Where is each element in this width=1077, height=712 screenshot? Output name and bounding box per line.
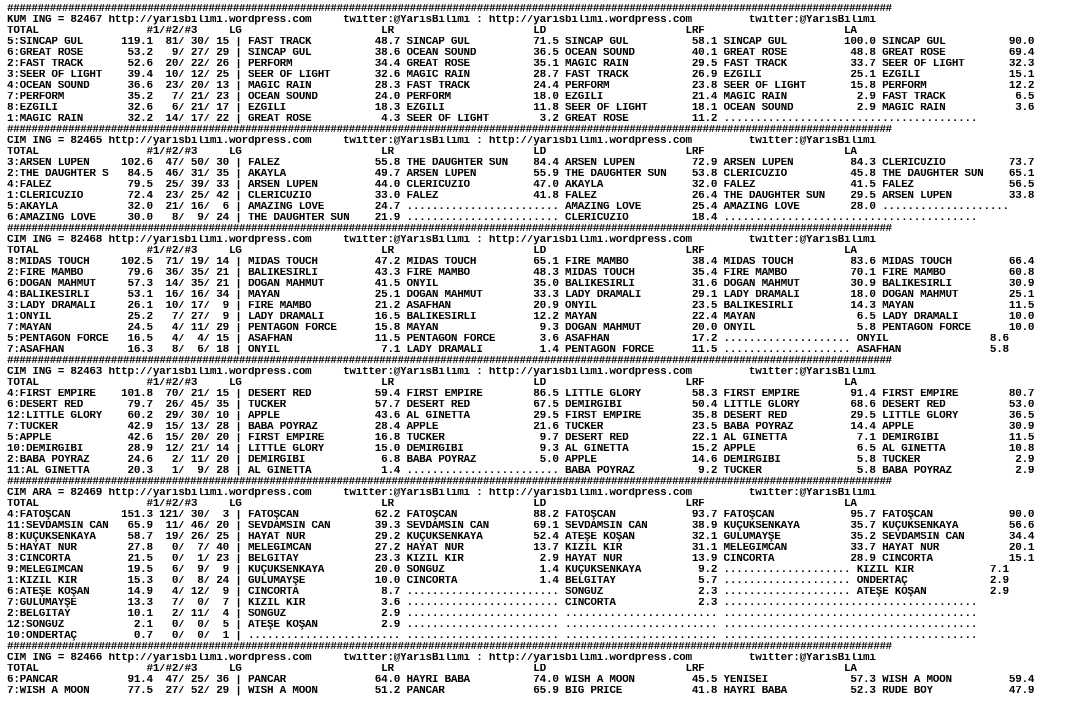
data-row: 6:GREAT ROSE 53.2 9/ 27/ 29 | SİNCAP GÜL 38.6 OCEAN SOUND 36.5 OCEAN SOUND 40.1 GREAT ROSE 48.8 GREAT ROSE 69.4 [7,48,1035,59]
data-row: 2:BABA POYRAZ 24.6 2/ 11/ 20 | DEMİRGİBİ 6.8 BABA POYRAZ 5.0 APPLE 14.6 DEMİRGİBİ 5.8 TUCKER 2.9 [7,455,1035,466]
race-header: KUM ING = 82467 http://yarisbilimi.wordpress.com twitter:@YarisBilimi : http://yarisbilimi.wordpress.com twitter:@YarisBilimi [7,15,876,26]
separator-line: ################################################################################################################################################# [7,356,892,367]
data-row: 7:WISH A MOON 77.5 27/ 52/ 29 | WISH A MOON 51.2 PANCAR 65.9 BIG PRICE 41.8 HAYRİ BABA 52.3 RUDE BOY 47.9 [7,686,1035,697]
data-row: 4:FIRST EMPIRE 101.8 70/ 21/ 15 | DESERT RED 59.4 FIRST EMPIRE 86.5 LITTLE GLORY 58.3 FIRST EMPIRE 91.4 FIRST EMPIRE 80.7 [7,389,1035,400]
data-row: 3:CİNCORTA 21.5 0/ 1/ 23 | BELGİTAY 23.3 KIZIL KIR 2.9 HAYAT NUR 13.9 CİNCORTA 28.9 CİNCORTA 15.1 [7,554,1035,565]
data-row: 6:DOĞAN MAHMUT 57.3 14/ 35/ 21 | DOĞAN MAHMUT 41.5 ONYIL 35.0 BALIKESİRLİ 31.6 DOĞAN MAHMUT 30.9 BALIKESİRLİ 30.9 [7,279,1035,290]
data-row: 12:SONGÜZ 2.1 0/ 0/ 5 | ATEŞE KOŞAN 2.9 ........................ ........................ ........................................ [7,620,978,631]
race-header: CIM ARA = 82469 http://yarisbilimi.wordpress.com twitter:@YarisBilimi : http://yarisbilimi.wordpress.com twitter:@YarisBilimi [7,488,876,499]
data-row: 8:KÜÇÜKSENKAYA 58.7 19/ 26/ 25 | HAYAT NUR 29.2 KÜÇÜKSENKAYA 52.4 ATEŞE KOŞAN 32.1 GÜLÜMAYŞE 35.2 SEVDAMSIN CAN 34.4 [7,532,1035,543]
data-row: 1:ONYIL 25.2 7/ 27/ 9 | LADY DRAMALI 16.5 BALIKESİRLİ 12.2 MAYAN 22.4 MAYAN 6.5 LADY DRAMALI 10.0 [7,312,1035,323]
data-row: 7:PERFORM 35.2 7/ 21/ 23 | OCEAN SOUND 24.0 PERFORM 18.0 EZGİLİ 21.4 MAGIC RAIN 2.9 FAST TRACK 6.5 [7,92,1035,103]
data-row: 5:SİNCAP GÜL 119.1 81/ 30/ 15 | FAST TRACK 48.7 SİNCAP GÜL 71.5 SİNCAP GÜL 58.1 SİNCAP GÜL 100.0 SİNCAP GÜL 90.0 [7,37,1035,48]
separator-line: ################################################################################################################################################# [7,125,892,136]
data-row: 3:ARSEN LUPEN 102.6 47/ 50/ 30 | FALEZ 55.8 THE DAUGHTER SUN 84.4 ARSEN LUPEN 72.9 ARSEN LUPEN 84.3 CLERICUZIO 73.7 [7,158,1035,169]
separator-line: ################################################################################################################################################# [7,224,892,235]
column-header: TOTAL #1/#2/#3 LG LR LD LRF LA [7,26,857,37]
data-row: 11:AL GINETTA 20.3 1/ 9/ 28 | AL GINETTA 1.4 ........................ BABA POYRAZ 9.2 TUCKER 5.8 BABA POYRAZ 2.9 [7,466,1035,477]
separator-line: ################################################################################################################################################# [7,642,892,653]
data-row: 6:DESERT RED 79.7 26/ 45/ 35 | TUCKER 57.7 DESERT RED 67.5 DEMİRGİBİ 50.4 LITTLE GLORY 68.6 DESERT RED 53.0 [7,400,1035,411]
data-row: 4:BALIKESİRLİ 53.1 16/ 16/ 34 | MAYAN 25.1 DOĞAN MAHMUT 33.3 LADY DRAMALI 29.1 LADY DRAMALI 18.0 DOĞAN MAHMUT 25.1 [7,290,1035,301]
data-row: 3:LADY DRAMALI 26.1 10/ 17/ 9 | FIRE MAMBO 21.2 ASAFHAN 20.9 ONYIL 23.5 BALIKESİRLİ 14.3 MAYAN 11.5 [7,301,1035,312]
race-stats-sheet [7,4,1071,708]
data-row: 2:FAST TRACK 52.6 20/ 22/ 26 | PERFORM 34.4 GREAT ROSE 35.1 MAGIC RAIN 29.5 FAST TRACK 33.7 SEER OF LIGHT 32.3 [7,59,1035,70]
column-header: TOTAL #1/#2/#3 LG LR LD LRF LA [7,499,857,510]
column-header: TOTAL #1/#2/#3 LG LR LD LRF LA [7,147,857,158]
race-header: CIM ING = 82466 http://yarisbilimi.wordpress.com twitter:@YarisBilimi : http://yarisbilimi.wordpress.com twitter:@YarisBilimi [7,653,876,664]
data-row: 2:BELGİTAY 10.1 2/ 11/ 4 | SONGÜZ 2.9 ........................ ........................ ........................................ [7,609,978,620]
data-row: 5:HAYAT NUR 27.8 0/ 7/ 40 | MELEĞİMCAN 27.2 HAYAT NUR 13.7 KIZIL KIR 31.1 MELEĞİMCAN 33.7 HAYAT NUR 20.1 [7,543,1035,554]
data-row: 3:SEER OF LIGHT 39.4 10/ 12/ 25 | SEER OF LIGHT 32.6 MAGIC RAIN 28.7 FAST TRACK 26.9 EZGİLİ 25.1 EZGİLİ 15.1 [7,70,1035,81]
data-row: 7:MAYAN 24.5 4/ 11/ 29 | PENTAGON FORCE 15.8 MAYAN 9.3 DOĞAN MAHMUT 20.0 ONYIL 5.8 PENTAGON FORCE 10.0 [7,323,1035,334]
data-row: 11:SEVDAMSIN CAN 65.9 11/ 46/ 20 | SEVDAMSIN CAN 39.3 SEVDAMSIN CAN 69.1 SEVDAMSIN CAN 38.9 KÜÇÜKSENKAYA 35.7 KÜÇÜKSENKAYA 56.6 [7,521,1035,532]
data-row: 2:FIRE MAMBO 79.6 36/ 35/ 21 | BALIKESİRLİ 43.3 FIRE MAMBO 48.3 MIDAS TOUCH 35.4 FIRE MAMBO 70.1 FIRE MAMBO 60.8 [7,268,1035,279]
separator-line: ################################################################################################################################################# [7,4,892,15]
data-row: 1:CLERICUZIO 72.4 23/ 25/ 42 | CLERICUZIO 33.0 FALEZ 41.8 FALEZ 26.4 THE DAUGHTER SUN 29.5 ARSEN LUPEN 33.8 [7,191,1035,202]
race-header: CIM ING = 82468 http://yarisbilimi.wordpress.com twitter:@YarisBilimi : http://yarisbilimi.wordpress.com twitter:@YarisBilimi [7,235,876,246]
data-row: 4:FALEZ 79.5 25/ 39/ 33 | ARSEN LUPEN 44.0 CLERICUZIO 47.0 AKAYLA 32.0 FALEZ 41.5 FALEZ 56.5 [7,180,1035,191]
race-header: CIM ING = 82463 http://yarisbilimi.wordpress.com twitter:@YarisBilimi : http://yarisbilimi.wordpress.com twitter:@YarisBilimi [7,367,876,378]
data-row: 5:APPLE 42.6 15/ 20/ 20 | FIRST EMPIRE 16.8 TUCKER 9.7 DESERT RED 22.1 AL GINETTA 7.1 DEMİRGİBİ 11.5 [7,433,1035,444]
data-row: 6:AMAZING LOVE 30.0 8/ 9/ 24 | THE DAUGHTER SUN 21.9 ........................ CLERICUZIO 18.4 ........................................ [7,213,978,224]
data-row: 7:GÜLÜMAYŞE 13.3 7/ 0/ 7 | KIZIL KIR 3.6 ........................ CİNCORTA 2.3 ........................................ [7,598,978,609]
data-row: 10:ÖNDERTAÇ 0.7 0/ 0/ 1 | ........................ ........................ ........................ ........................................ [7,631,978,642]
data-row: 2:THE DAUGHTER S 84.5 46/ 31/ 35 | AKAYLA 49.7 ARSEN LUPEN 55.9 THE DAUGHTER SUN 53.8 CLERICUZIO 45.8 THE DAUGHTER SUN 65.1 [7,169,1035,180]
race-header: CIM ING = 82465 http://yarisbilimi.wordpress.com twitter:@YarisBilimi : http://yarisbilimi.wordpress.com twitter:@YarisBilimi [7,136,876,147]
column-header: TOTAL #1/#2/#3 LG LR LD LRF LA [7,246,857,257]
data-row: 8:EZGİLİ 32.6 6/ 21/ 17 | EZGİLİ 18.3 EZGİLİ 11.8 SEER OF LIGHT 18.1 OCEAN SOUND 2.9 MAGIC RAIN 3.6 [7,103,1035,114]
data-row: 9:MELEĞİMCAN 19.5 6/ 9/ 9 | KÜÇÜKSENKAYA 20.0 SONGÜZ 1.4 KÜÇÜKSENKAYA 9.2 .................... KIZIL KIR 7.1 [7,565,1009,576]
data-row: 7:TUCKER 42.9 15/ 13/ 28 | BABA POYRAZ 28.4 APPLE 21.6 TUCKER 23.5 BABA POYRAZ 14.4 APPLE 30.9 [7,422,1035,433]
data-row: 6:ATEŞE KOŞAN 14.9 4/ 12/ 9 | CİNCORTA 8.7 ........................ SONGÜZ 2.3 .................... ATEŞE KOŞAN 2.9 [7,587,1009,598]
data-row: 1:MAGIC RAIN 32.2 14/ 17/ 22 | GREAT ROSE 4.3 SEER OF LIGHT 3.2 GREAT ROSE 11.2 ........................................ [7,114,978,125]
data-row: 4:OCEAN SOUND 36.6 23/ 20/ 13 | MAGIC RAIN 28.3 FAST TRACK 24.4 PERFORM 23.8 SEER OF LIGHT 15.8 PERFORM 12.2 [7,81,1035,92]
data-row: 4:FATOŞCAN 151.3 121/ 30/ 3 | FATOŞCAN 62.2 FATOŞCAN 88.2 FATOŞCAN 93.7 FATOŞCAN 95.7 FATOŞCAN 90.0 [7,510,1035,521]
column-header: TOTAL #1/#2/#3 LG LR LD LRF LA [7,664,857,675]
data-row: 10:DEMİRGİBİ 28.9 12/ 21/ 14 | LITTLE GLORY 15.0 DEMİRGİBİ 9.3 AL GINETTA 15.2 APPLE 6.5 AL GINETTA 10.8 [7,444,1035,455]
data-row: 7:ASAFHAN 16.3 8/ 6/ 18 | ONYIL 7.1 LADY DRAMALI 1.4 PENTAGON FORCE 11.5 .................... ASAFHAN 5.8 [7,345,1009,356]
data-row: 12:LITTLE GLORY 60.2 29/ 30/ 10 | APPLE 43.6 AL GINETTA 29.5 FIRST EMPIRE 35.8 DESERT RED 29.5 LITTLE GLORY 36.5 [7,411,1035,422]
data-row: 1:KIZIL KIR 15.3 0/ 8/ 24 | GÜLÜMAYŞE 10.0 CİNCORTA 1.4 BELGİTAY 5.7 .................... ÖNDERTAÇ 2.9 [7,576,1009,587]
data-row: 5:PENTAGON FORCE 16.5 4/ 4/ 15 | ASAFHAN 11.5 PENTAGON FORCE 3.6 ASAFHAN 17.2 .................... ONYIL 8.6 [7,334,1009,345]
column-header: TOTAL #1/#2/#3 LG LR LD LRF LA [7,378,857,389]
data-row: 8:MIDAS TOUCH 102.5 71/ 19/ 14 | MIDAS TOUCH 47.2 MIDAS TOUCH 65.1 FIRE MAMBO 38.4 MIDAS TOUCH 83.6 MIDAS TOUCH 66.4 [7,257,1035,268]
separator-line: ################################################################################################################################################# [7,477,892,488]
data-row: 5:AKAYLA 32.0 21/ 16/ 6 | AMAZING LOVE 24.7 ........................ AMAZING LOVE 25.4 AMAZING LOVE 28.0 .................... [7,202,1009,213]
data-row: 6:PANCAR 91.4 47/ 25/ 36 | PANCAR 64.0 HAYRİ BABA 74.0 WISH A MOON 45.5 YENİSEİ 57.3 WISH A MOON 59.4 [7,675,1035,686]
